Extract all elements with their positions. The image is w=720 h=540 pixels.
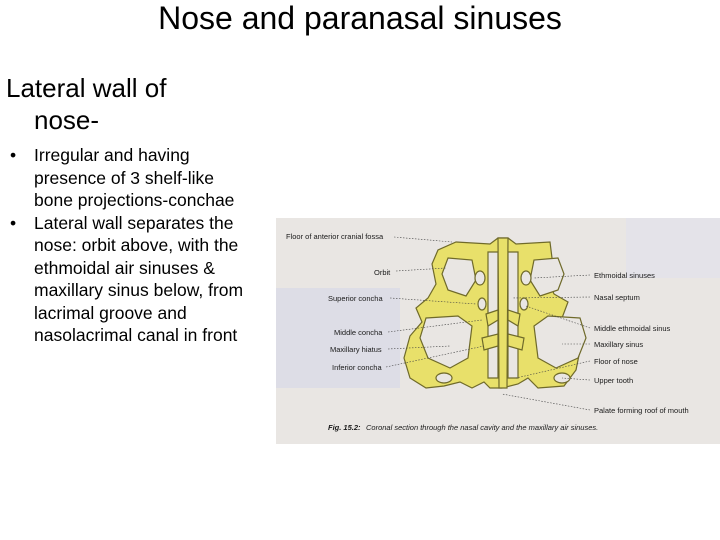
figure-label: Upper tooth <box>594 376 634 385</box>
figure-label: Maxillary sinus <box>594 340 644 349</box>
coronal-section-diagram <box>276 218 720 444</box>
figure-label: Inferior concha <box>332 363 382 372</box>
figure-label: Nasal septum <box>594 293 640 302</box>
bullet-icon: • <box>10 212 17 233</box>
figure-label: Ethmoidal sinuses <box>594 271 655 280</box>
figure-label: Orbit <box>374 268 391 277</box>
slide-subtitle <box>6 72 246 136</box>
caption-text: Coronal section through the nasal cavity and the maxillary air sinuses. <box>366 423 599 432</box>
figure-label: Palate forming roof of mouth <box>594 406 689 415</box>
bullet-item <box>8 144 246 212</box>
subtitle-line-1: Lateral wall of <box>6 73 167 103</box>
figure-label: Middle ethmoidal sinus <box>594 324 671 333</box>
figure-label: Floor of nose <box>594 357 638 366</box>
figure-label: Floor of anterior cranial fossa <box>286 232 384 241</box>
figure-label: Middle concha <box>334 328 383 337</box>
figure-label: Maxillary hiatus <box>330 345 382 354</box>
bullet-text: Lateral wall separates the nose: orbit above, with the ethmoidal air sinuses & maxillary sinus below, from lacrimal groove and nasolacrimal canal in front <box>34 212 244 345</box>
figure-caption <box>328 423 598 432</box>
figure-tint-right <box>626 218 720 278</box>
bullet-icon: • <box>10 145 17 165</box>
figure-label: Superior concha <box>328 294 383 303</box>
caption-number: Fig. 15.2: <box>328 423 361 432</box>
figure-tint-left <box>276 288 400 388</box>
bullet-list <box>8 144 246 347</box>
slide-title: Nose and paranasal sinuses <box>158 0 562 36</box>
subtitle-line-2: nose- <box>34 105 100 135</box>
bullet-item <box>8 212 246 347</box>
bullet-text: Irregular and having presence of 3 shelf-like bone projections-conchae <box>34 145 235 210</box>
coronal-section-figure <box>276 218 720 444</box>
